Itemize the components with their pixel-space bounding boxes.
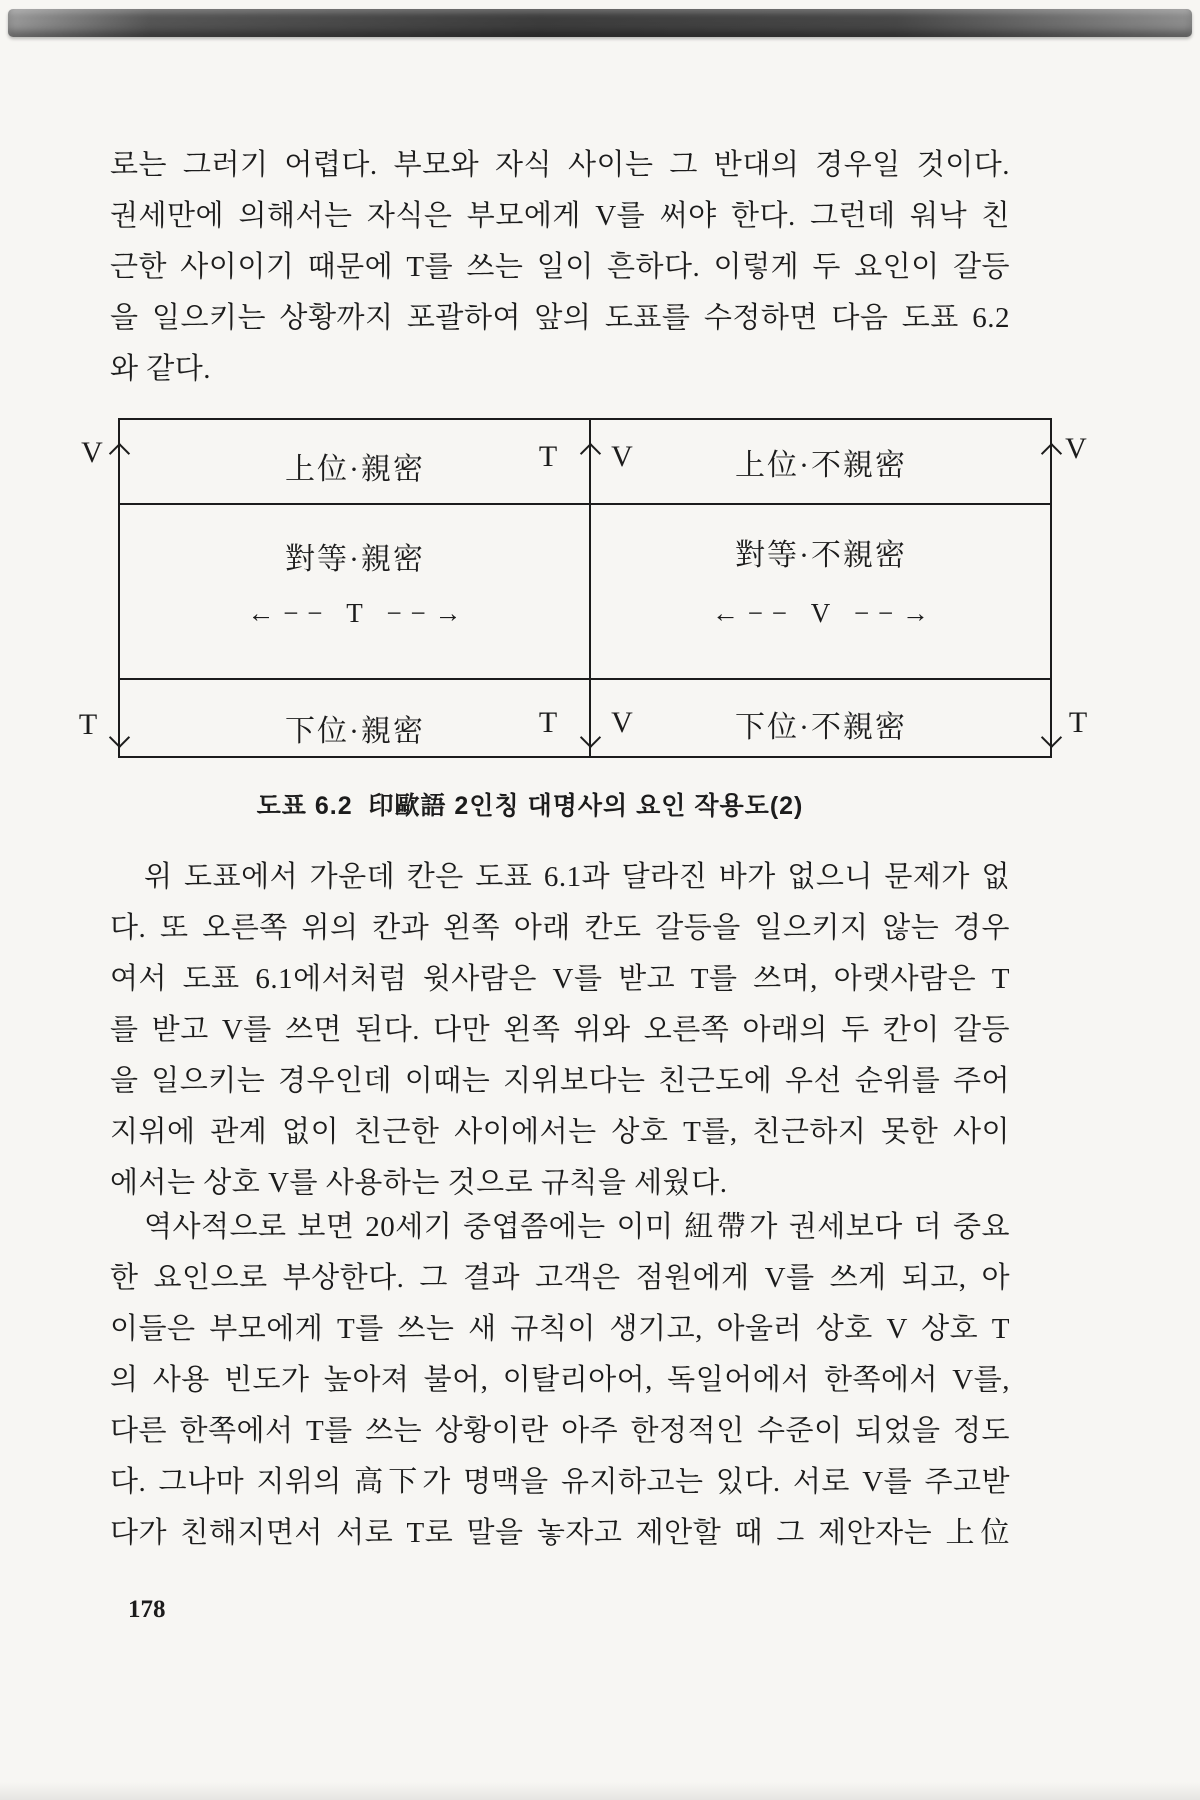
text-line: 근한 사이이기 때문에 T를 쓰는 일이 흔하다. 이렇게 두 요인이 갈등 — [110, 251, 1010, 283]
text-line: 을 일으키는 경우인데 이때는 지위보다는 친근도에 우선 순위를 주어 — [110, 1065, 1010, 1097]
text-line: 를 받고 V를 쓰면 된다. 다만 왼쪽 위와 오른쪽 아래의 두 칸이 갈등 — [110, 1014, 1010, 1046]
cell-upper-right-label: 上位·不親密 — [735, 449, 907, 482]
page-number: 178 — [128, 1596, 166, 1623]
axis-t-label-center-bottom: T — [538, 706, 558, 739]
figure-6-2 — [0, 0, 1200, 800]
text-line: 에서는 상호 V를 사용하는 것으로 규칙을 세웠다. — [110, 1167, 728, 1199]
mutual-t-arrow: ← − − T − − → — [247, 598, 463, 628]
text-line: 역사적으로 보면 20세기 중엽쯤에는 이미 紐帶가 권세보다 더 중요 — [144, 1211, 1010, 1243]
paragraph-3 — [110, 1202, 1010, 1559]
text-line: 지위에 관계 없이 친근한 사이에서는 상호 T를, 친근하지 못한 사이 — [110, 1116, 1010, 1148]
text-line: 와 같다. — [110, 353, 212, 385]
text-line: 로는 그러기 어렵다. 부모와 자식 사이는 그 반대의 경우일 것이다. — [110, 149, 1010, 181]
text-line: 다른 한쪽에서 T를 쓰는 상황이란 아주 한정적인 수준이 되었을 정도 — [110, 1415, 1010, 1447]
cell-middle-right-label: 對等·不親密 — [735, 539, 907, 572]
cell-lower-right-label: 下位·不親密 — [735, 711, 907, 744]
cell-lower-left-label: 下位·親密 — [285, 715, 425, 748]
text-line: 의 사용 빈도가 높아져 불어, 이탈리아어, 독일어에서 한쪽에서 V를, — [110, 1364, 1010, 1396]
center-axis-line — [589, 418, 591, 758]
scan-bottom-edge-artifact — [0, 1782, 1200, 1800]
text-line: 다가 친해지면서 서로 T로 말을 놓자고 제안할 때 그 제안자는 上位 — [110, 1517, 1010, 1549]
axis-v-label-left-top: V — [81, 436, 103, 469]
text-line: 권세만에 의해서는 자식은 부모에게 V를 써야 한다. 그런데 워낙 친 — [110, 200, 1010, 232]
text-line: 다. 그나마 지위의 高下가 명맥을 유지하고는 있다. 서로 V를 주고받 — [110, 1466, 1010, 1498]
figure-caption: 도표 6.2 印歐語 2인칭 대명사의 요인 작용도(2) — [256, 792, 804, 820]
axis-v-label-center-bottom: V — [611, 706, 633, 739]
text-line: 위 도표에서 가운데 칸은 도표 6.1과 달라진 바가 없으니 문제가 없 — [144, 861, 1010, 893]
row-divider-upper — [118, 503, 1052, 505]
mutual-v-arrow: ← − − V − − → — [712, 598, 930, 628]
row-divider-lower — [118, 678, 1052, 680]
axis-t-label-center-top: T — [538, 440, 558, 473]
cell-middle-left-label: 對等·親密 — [285, 543, 425, 576]
axis-t-label-right-bottom: T — [1068, 706, 1088, 739]
cell-upper-left-label: 上位·親密 — [285, 453, 425, 486]
axis-t-label-left-bottom: T — [78, 708, 98, 741]
text-line: 여서 도표 6.1에서처럼 윗사람은 V를 받고 T를 쓰며, 아랫사람은 T — [110, 963, 1010, 995]
text-line: 다. 또 오른쪽 위의 칸과 왼쪽 아래 칸도 갈등을 일으키지 않는 경우 — [110, 912, 1010, 944]
text-line: 이들은 부모에게 T를 쓰는 새 규칙이 생기고, 아울러 상호 V 상호 T — [110, 1313, 1010, 1345]
paragraph-2 — [110, 852, 1010, 1209]
axis-v-label-right-top: V — [1065, 432, 1087, 465]
text-line: 한 요인으로 부상한다. 그 결과 고객은 점원에게 V를 쓰게 되고, 아 — [110, 1262, 1010, 1294]
axis-v-label-center-top: V — [611, 440, 633, 473]
text-line: 을 일으키는 상황까지 포괄하여 앞의 도표를 수정하면 다음 도표 6.2 — [110, 302, 1010, 334]
